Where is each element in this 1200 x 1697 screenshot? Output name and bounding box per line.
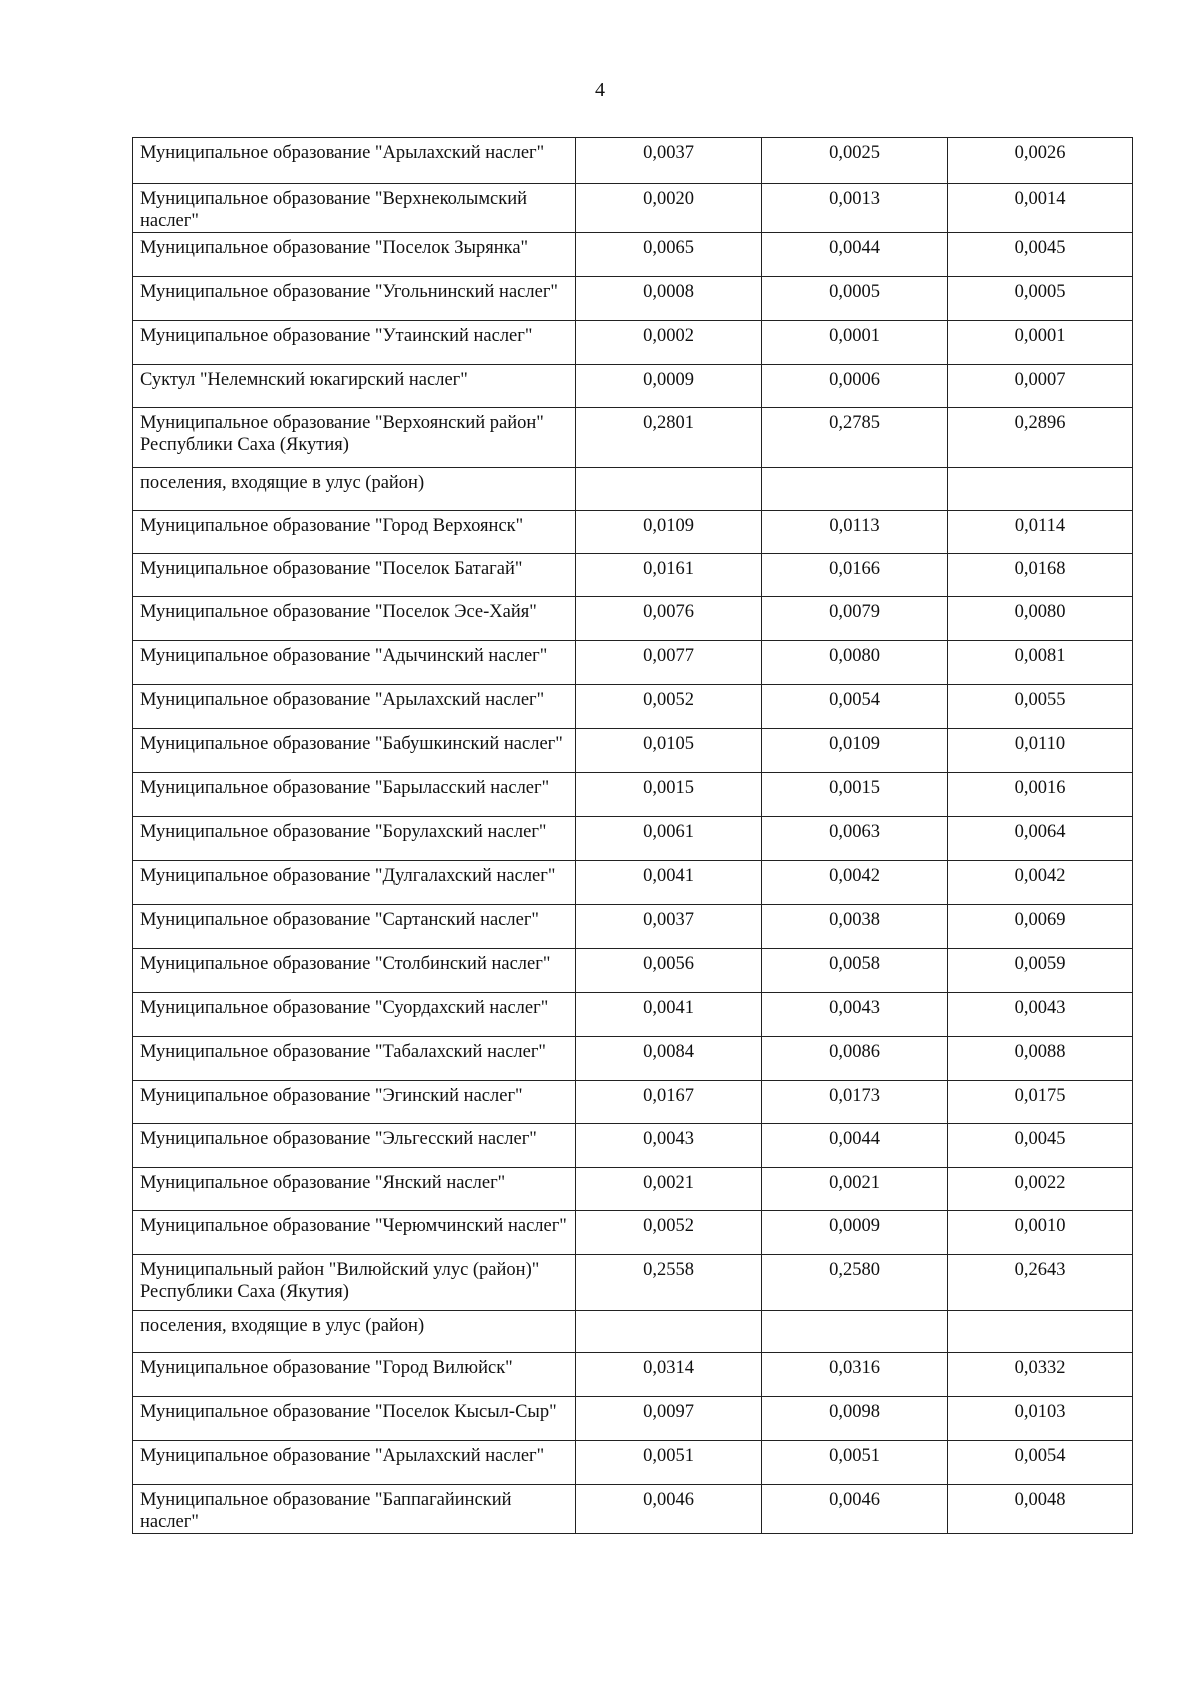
- table-body: [133, 138, 1133, 1534]
- table-row: [133, 729, 1133, 773]
- coefficient-cell-1: [576, 468, 762, 511]
- coefficient-cell-2: 0,0044: [762, 1124, 948, 1168]
- coefficient-cell-3: 0,0043: [948, 993, 1133, 1037]
- coefficient-cell-3: 0,0014: [948, 184, 1133, 233]
- coefficient-cell-2: 0,0316: [762, 1353, 948, 1397]
- coefficient-cell-2: 0,2785: [762, 408, 948, 468]
- municipality-name-cell: Муниципальное образование "Город Вилюйск": [133, 1353, 576, 1397]
- table-row: [133, 1211, 1133, 1255]
- coefficient-cell-2: 0,0038: [762, 905, 948, 949]
- table-row: [133, 597, 1133, 641]
- table-row: [133, 233, 1133, 277]
- coefficient-cell-1: 0,0015: [576, 773, 762, 817]
- coefficient-cell-2: 0,0109: [762, 729, 948, 773]
- municipality-name-cell: Муниципальное образование "Верхоянский район" Республики Саха (Якутия): [133, 408, 576, 468]
- coefficient-cell-2: [762, 468, 948, 511]
- municipality-name-cell: Муниципальное образование "Поселок Зырянка": [133, 233, 576, 277]
- table-row: [133, 861, 1133, 905]
- coefficient-cell-3: 0,0048: [948, 1485, 1133, 1534]
- coefficient-cell-3: 0,0016: [948, 773, 1133, 817]
- municipality-name-cell: Муниципальное образование "Арылахский наслег": [133, 1441, 576, 1485]
- coefficient-cell-1: 0,0161: [576, 554, 762, 597]
- coefficient-cell-2: 0,0025: [762, 138, 948, 184]
- table-row: [133, 1397, 1133, 1441]
- municipality-name-cell: Муниципальное образование "Поселок Кысыл-Сыр": [133, 1397, 576, 1441]
- coefficient-cell-2: 0,0044: [762, 233, 948, 277]
- coefficient-cell-3: 0,0110: [948, 729, 1133, 773]
- coefficient-cell-2: 0,0079: [762, 597, 948, 641]
- coefficient-cell-3: 0,0042: [948, 861, 1133, 905]
- coefficient-cell-2: 0,0001: [762, 321, 948, 365]
- coefficient-cell-1: 0,0037: [576, 905, 762, 949]
- coefficient-cell-2: 0,2580: [762, 1255, 948, 1311]
- coefficient-cell-1: 0,0109: [576, 511, 762, 554]
- coefficient-cell-3: [948, 1311, 1133, 1353]
- table-row: [133, 511, 1133, 554]
- coefficient-cell-1: 0,0314: [576, 1353, 762, 1397]
- coefficient-cell-1: 0,0061: [576, 817, 762, 861]
- municipality-name-cell: Муниципальное образование "Эльгесский наслег": [133, 1124, 576, 1168]
- municipality-name-cell: Муниципальное образование "Столбинский наслег": [133, 949, 576, 993]
- municipality-name-cell: Муниципальное образование "Адычинский наслег": [133, 641, 576, 685]
- coefficient-cell-2: [762, 1311, 948, 1353]
- municipality-name-cell: Муниципальное образование "Бабушкинский наслег": [133, 729, 576, 773]
- table-row: [133, 277, 1133, 321]
- coefficient-cell-2: 0,0063: [762, 817, 948, 861]
- allocation-table: [132, 137, 1133, 1534]
- coefficient-cell-1: 0,0021: [576, 1168, 762, 1211]
- coefficient-cell-2: 0,0006: [762, 365, 948, 408]
- municipality-name-cell: Муниципальное образование "Угольнинский наслег": [133, 277, 576, 321]
- table-row: [133, 321, 1133, 365]
- coefficient-cell-2: 0,0005: [762, 277, 948, 321]
- coefficient-cell-1: 0,0167: [576, 1081, 762, 1124]
- coefficient-cell-3: 0,2896: [948, 408, 1133, 468]
- coefficient-cell-1: 0,0051: [576, 1441, 762, 1485]
- table-row: [133, 1353, 1133, 1397]
- coefficient-cell-3: 0,0064: [948, 817, 1133, 861]
- table-row: [133, 1037, 1133, 1081]
- municipality-name-cell: Суктул "Нелемнский юкагирский наслег": [133, 365, 576, 408]
- coefficient-cell-1: 0,0065: [576, 233, 762, 277]
- coefficient-cell-3: [948, 468, 1133, 511]
- coefficient-cell-3: 0,0088: [948, 1037, 1133, 1081]
- coefficient-cell-2: 0,0086: [762, 1037, 948, 1081]
- coefficient-cell-2: 0,0173: [762, 1081, 948, 1124]
- municipality-name-cell: Муниципальное образование "Поселок Эсе-Хайя": [133, 597, 576, 641]
- municipality-name-cell: Муниципальное образование "Эгинский наслег": [133, 1081, 576, 1124]
- coefficient-cell-2: 0,0043: [762, 993, 948, 1037]
- coefficient-cell-3: 0,0022: [948, 1168, 1133, 1211]
- municipality-name-cell: Муниципальное образование "Сартанский наслег": [133, 905, 576, 949]
- table-row: [133, 773, 1133, 817]
- coefficient-cell-1: 0,0041: [576, 993, 762, 1037]
- coefficient-cell-2: 0,0098: [762, 1397, 948, 1441]
- coefficient-cell-1: 0,2558: [576, 1255, 762, 1311]
- coefficient-cell-3: 0,0103: [948, 1397, 1133, 1441]
- coefficient-cell-1: [576, 1311, 762, 1353]
- table-row: [133, 817, 1133, 861]
- municipality-name-cell: Муниципальное образование "Табалахский наслег": [133, 1037, 576, 1081]
- table-row: [133, 184, 1133, 233]
- coefficient-cell-2: 0,0015: [762, 773, 948, 817]
- table-row: [133, 1255, 1133, 1311]
- coefficient-cell-3: 0,0059: [948, 949, 1133, 993]
- coefficient-cell-3: 0,0175: [948, 1081, 1133, 1124]
- table-row: [133, 408, 1133, 468]
- coefficient-cell-3: 0,0114: [948, 511, 1133, 554]
- table-row: [133, 641, 1133, 685]
- coefficient-cell-3: 0,2643: [948, 1255, 1133, 1311]
- table-row: [133, 468, 1133, 511]
- coefficient-cell-3: 0,0055: [948, 685, 1133, 729]
- municipality-name-cell: Муниципальный район "Вилюйский улус (район)" Республики Саха (Якутия): [133, 1255, 576, 1311]
- coefficient-cell-3: 0,0168: [948, 554, 1133, 597]
- coefficient-cell-1: 0,0052: [576, 685, 762, 729]
- coefficient-cell-1: 0,0002: [576, 321, 762, 365]
- municipality-name-cell: Муниципальное образование "Янский наслег": [133, 1168, 576, 1211]
- table-row: [133, 554, 1133, 597]
- coefficient-cell-1: 0,0076: [576, 597, 762, 641]
- coefficient-cell-1: 0,2801: [576, 408, 762, 468]
- table-row: [133, 138, 1133, 184]
- municipality-name-cell: Муниципальное образование "Барыласский наслег": [133, 773, 576, 817]
- municipality-name-cell: Муниципальное образование "Арылахский наслег": [133, 138, 576, 184]
- table-row: [133, 1168, 1133, 1211]
- coefficient-cell-3: 0,0045: [948, 233, 1133, 277]
- table-row: [133, 1485, 1133, 1534]
- municipality-name-cell: поселения, входящие в улус (район): [133, 468, 576, 511]
- coefficient-cell-1: 0,0056: [576, 949, 762, 993]
- coefficient-cell-1: 0,0084: [576, 1037, 762, 1081]
- coefficient-cell-2: 0,0113: [762, 511, 948, 554]
- table-row: [133, 1311, 1133, 1353]
- coefficient-cell-2: 0,0013: [762, 184, 948, 233]
- page-number: 4: [595, 79, 605, 101]
- coefficient-cell-2: 0,0042: [762, 861, 948, 905]
- coefficient-cell-1: 0,0077: [576, 641, 762, 685]
- coefficient-cell-3: 0,0069: [948, 905, 1133, 949]
- coefficient-cell-3: 0,0081: [948, 641, 1133, 685]
- municipality-name-cell: Муниципальное образование "Дулгалахский наслег": [133, 861, 576, 905]
- coefficient-cell-3: 0,0332: [948, 1353, 1133, 1397]
- table-row: [133, 1081, 1133, 1124]
- table-row: [133, 905, 1133, 949]
- municipality-name-cell: Муниципальное образование "Баппагайинский наслег": [133, 1485, 576, 1534]
- coefficient-cell-2: 0,0058: [762, 949, 948, 993]
- municipality-name-cell: Муниципальное образование "Арылахский наслег": [133, 685, 576, 729]
- municipality-name-cell: Муниципальное образование "Суордахский наслег": [133, 993, 576, 1037]
- coefficient-cell-1: 0,0043: [576, 1124, 762, 1168]
- coefficient-cell-1: 0,0046: [576, 1485, 762, 1534]
- table-row: [133, 365, 1133, 408]
- coefficient-cell-2: 0,0054: [762, 685, 948, 729]
- coefficient-cell-3: 0,0001: [948, 321, 1133, 365]
- coefficient-cell-2: 0,0080: [762, 641, 948, 685]
- coefficient-cell-2: 0,0166: [762, 554, 948, 597]
- coefficient-cell-2: 0,0051: [762, 1441, 948, 1485]
- coefficient-cell-3: 0,0007: [948, 365, 1133, 408]
- table-row: [133, 685, 1133, 729]
- table-row: [133, 993, 1133, 1037]
- coefficient-cell-2: 0,0046: [762, 1485, 948, 1534]
- coefficient-cell-2: 0,0009: [762, 1211, 948, 1255]
- municipality-name-cell: Муниципальное образование "Поселок Батагай": [133, 554, 576, 597]
- coefficient-cell-3: 0,0026: [948, 138, 1133, 184]
- coefficient-cell-2: 0,0021: [762, 1168, 948, 1211]
- municipality-name-cell: Муниципальное образование "Борулахский наслег": [133, 817, 576, 861]
- coefficient-cell-1: 0,0037: [576, 138, 762, 184]
- table-row: [133, 949, 1133, 993]
- coefficient-cell-3: 0,0045: [948, 1124, 1133, 1168]
- municipality-name-cell: Муниципальное образование "Верхнеколымский наслег": [133, 184, 576, 233]
- coefficient-cell-3: 0,0005: [948, 277, 1133, 321]
- coefficient-cell-3: 0,0080: [948, 597, 1133, 641]
- coefficient-cell-1: 0,0097: [576, 1397, 762, 1441]
- coefficient-cell-3: 0,0054: [948, 1441, 1133, 1485]
- coefficient-cell-3: 0,0010: [948, 1211, 1133, 1255]
- table-row: [133, 1124, 1133, 1168]
- municipality-name-cell: Муниципальное образование "Черюмчинский наслег": [133, 1211, 576, 1255]
- coefficient-cell-1: 0,0041: [576, 861, 762, 905]
- municipality-name-cell: поселения, входящие в улус (район): [133, 1311, 576, 1353]
- municipality-name-cell: Муниципальное образование "Утаинский наслег": [133, 321, 576, 365]
- coefficient-cell-1: 0,0020: [576, 184, 762, 233]
- municipality-name-cell: Муниципальное образование "Город Верхоянск": [133, 511, 576, 554]
- coefficient-cell-1: 0,0052: [576, 1211, 762, 1255]
- table-row: [133, 1441, 1133, 1485]
- coefficient-cell-1: 0,0009: [576, 365, 762, 408]
- coefficient-cell-1: 0,0008: [576, 277, 762, 321]
- coefficient-cell-1: 0,0105: [576, 729, 762, 773]
